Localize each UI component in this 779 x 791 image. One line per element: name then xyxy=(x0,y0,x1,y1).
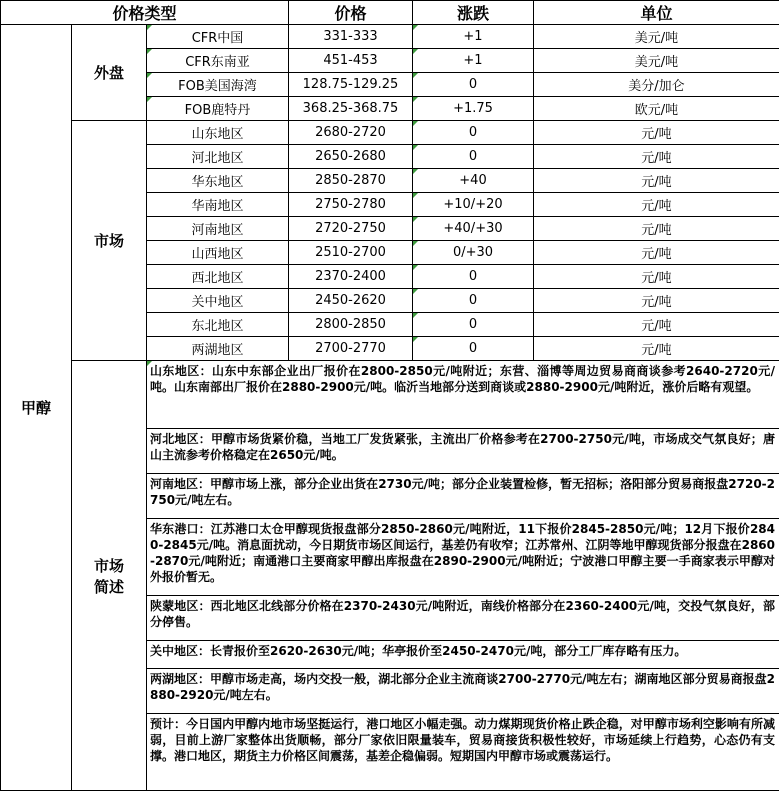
row-name: 西北地区 xyxy=(147,265,289,289)
brief-hebei: 河北地区：甲醇市场货紧价稳，当地工厂发货紧张，主流出厂价格参考在2700-2750元/吨，市场成交气氛良好；唐山主流参考价格稳定在2650元/吨。 xyxy=(147,429,779,474)
row-name: 关中地区 xyxy=(147,289,289,313)
row-price: 2750-2780 xyxy=(289,193,413,217)
market-brief-label-line1: 市场 xyxy=(72,555,146,576)
market-brief-label xyxy=(72,361,147,791)
brief-lianghu: 两湖地区：甲醇市场走高，场内交投一般，湖北部分企业主流商谈2700-2770元/吨左右；湖南地区部分贸易商报盘2880-2920元/吨左右。 xyxy=(147,669,779,714)
brief-forecast: 预计：今日国内甲醇内地市场坚挺运行，港口地区小幅走强。动力煤期现货价格止跌企稳，对甲醇市场利空影响有所减弱，目前上游厂家整体出货顺畅，部分厂家依旧限量装车，贸易商接货积极性较好，市场延续上行趋势，心态仍有支撑。港口地区，期货主力价格区间震荡，基差企稳偏弱。短期国内甲醇市场或震荡运行。 xyxy=(147,714,779,791)
row-unit: 元/吨 xyxy=(534,241,779,265)
row-change: +40 xyxy=(413,169,534,193)
row-name: 两湖地区 xyxy=(147,337,289,361)
row-unit: 美元/吨 xyxy=(534,49,779,73)
row-price: 331-333 xyxy=(289,25,413,49)
row-unit: 元/吨 xyxy=(534,313,779,337)
row-name: 山西地区 xyxy=(147,241,289,265)
row-name: 东北地区 xyxy=(147,313,289,337)
row-unit: 元/吨 xyxy=(534,337,779,361)
row-change: 0 xyxy=(413,265,534,289)
row-price: 2370-2400 xyxy=(289,265,413,289)
row-name: 河北地区 xyxy=(147,145,289,169)
domestic-market-label: 市场 xyxy=(72,121,147,361)
row-change: +1 xyxy=(413,49,534,73)
row-change: 0/+30 xyxy=(413,241,534,265)
row-change: 0 xyxy=(413,121,534,145)
table-row xyxy=(1,25,779,49)
row-change: +40/+30 xyxy=(413,217,534,241)
row-name: 华东地区 xyxy=(147,169,289,193)
row-unit: 元/吨 xyxy=(534,169,779,193)
row-unit: 美分/加仑 xyxy=(534,73,779,97)
header-price-type: 价格类型 xyxy=(1,1,289,25)
row-change: 0 xyxy=(413,73,534,97)
row-unit: 元/吨 xyxy=(534,289,779,313)
row-price: 2720-2750 xyxy=(289,217,413,241)
header-row xyxy=(1,1,779,25)
row-change: +1 xyxy=(413,25,534,49)
row-price: 2850-2870 xyxy=(289,169,413,193)
market-brief-label-line2: 简述 xyxy=(72,576,146,597)
row-name: 河南地区 xyxy=(147,217,289,241)
row-unit: 欧元/吨 xyxy=(534,97,779,121)
row-change: +1.75 xyxy=(413,97,534,121)
row-unit: 元/吨 xyxy=(534,145,779,169)
header-change: 涨跌 xyxy=(413,1,534,25)
row-name: FOB鹿特丹 xyxy=(147,97,289,121)
table-row xyxy=(1,121,779,145)
row-change: +10/+20 xyxy=(413,193,534,217)
foreign-market-label: 外盘 xyxy=(72,25,147,121)
row-change: 0 xyxy=(413,313,534,337)
row-price: 2510-2700 xyxy=(289,241,413,265)
brief-guanzhong: 关中地区：长青报价至2620-2630元/吨；华亭报价至2450-2470元/吨，部分工厂库存略有压力。 xyxy=(147,641,779,669)
row-name: CFR东南亚 xyxy=(147,49,289,73)
row-change: 0 xyxy=(413,289,534,313)
row-price: 368.25-368.75 xyxy=(289,97,413,121)
header-unit: 单位 xyxy=(534,1,779,25)
row-price: 2650-2680 xyxy=(289,145,413,169)
row-change: 0 xyxy=(413,145,534,169)
row-price: 2700-2770 xyxy=(289,337,413,361)
brief-row xyxy=(1,361,779,429)
row-price: 2680-2720 xyxy=(289,121,413,145)
brief-henan: 河南地区：甲醇市场上涨，部分企业出货在2730元/吨；部分企业装置检修，暂无招标；洛阳部分贸易商报盘2720-2750元/吨左右。 xyxy=(147,474,779,519)
row-unit: 美元/吨 xyxy=(534,25,779,49)
row-name: 山东地区 xyxy=(147,121,289,145)
row-name: CFR中国 xyxy=(147,25,289,49)
row-unit: 元/吨 xyxy=(534,217,779,241)
row-price: 451-453 xyxy=(289,49,413,73)
row-price: 2450-2620 xyxy=(289,289,413,313)
brief-shaanmeng: 陕蒙地区：西北地区北线部分价格在2370-2430元/吨附近，南线价格部分在2360-2400元/吨，交投气氛良好，部分停售。 xyxy=(147,596,779,641)
row-price: 2800-2850 xyxy=(289,313,413,337)
brief-shandong: 山东地区：山东中东部企业出厂报价在2800-2850元/吨附近；东营、淄博等周边贸易商商谈参考2640-2720元/吨。山东南部出厂报价在2880-2900元/吨。临沂当地部分送到商谈或2880-2900元/吨附近，涨价后略有观望。 xyxy=(147,361,779,429)
brief-east-port: 华东港口：江苏港口太仓甲醇现货报盘部分2850-2860元/吨附近，11下报价2845-2850元/吨；12月下报价2840-2845元/吨。消息面扰动，今日期货市场区间运行，基差仍有收窄；江苏常州、江阴等地甲醇现货部分报盘在2860-2870元/吨附近；南通港口主要商家甲醇出库报盘在2890-2900元/吨附近；宁波港口甲醇主要一手商家表示甲醇对外报价暂无。 xyxy=(147,519,779,596)
row-change: 0 xyxy=(413,337,534,361)
product-label: 甲醇 xyxy=(1,25,72,791)
row-name: 华南地区 xyxy=(147,193,289,217)
row-price: 128.75-129.25 xyxy=(289,73,413,97)
row-unit: 元/吨 xyxy=(534,265,779,289)
row-unit: 元/吨 xyxy=(534,121,779,145)
row-name: FOB美国海湾 xyxy=(147,73,289,97)
header-price: 价格 xyxy=(289,1,413,25)
row-unit: 元/吨 xyxy=(534,193,779,217)
